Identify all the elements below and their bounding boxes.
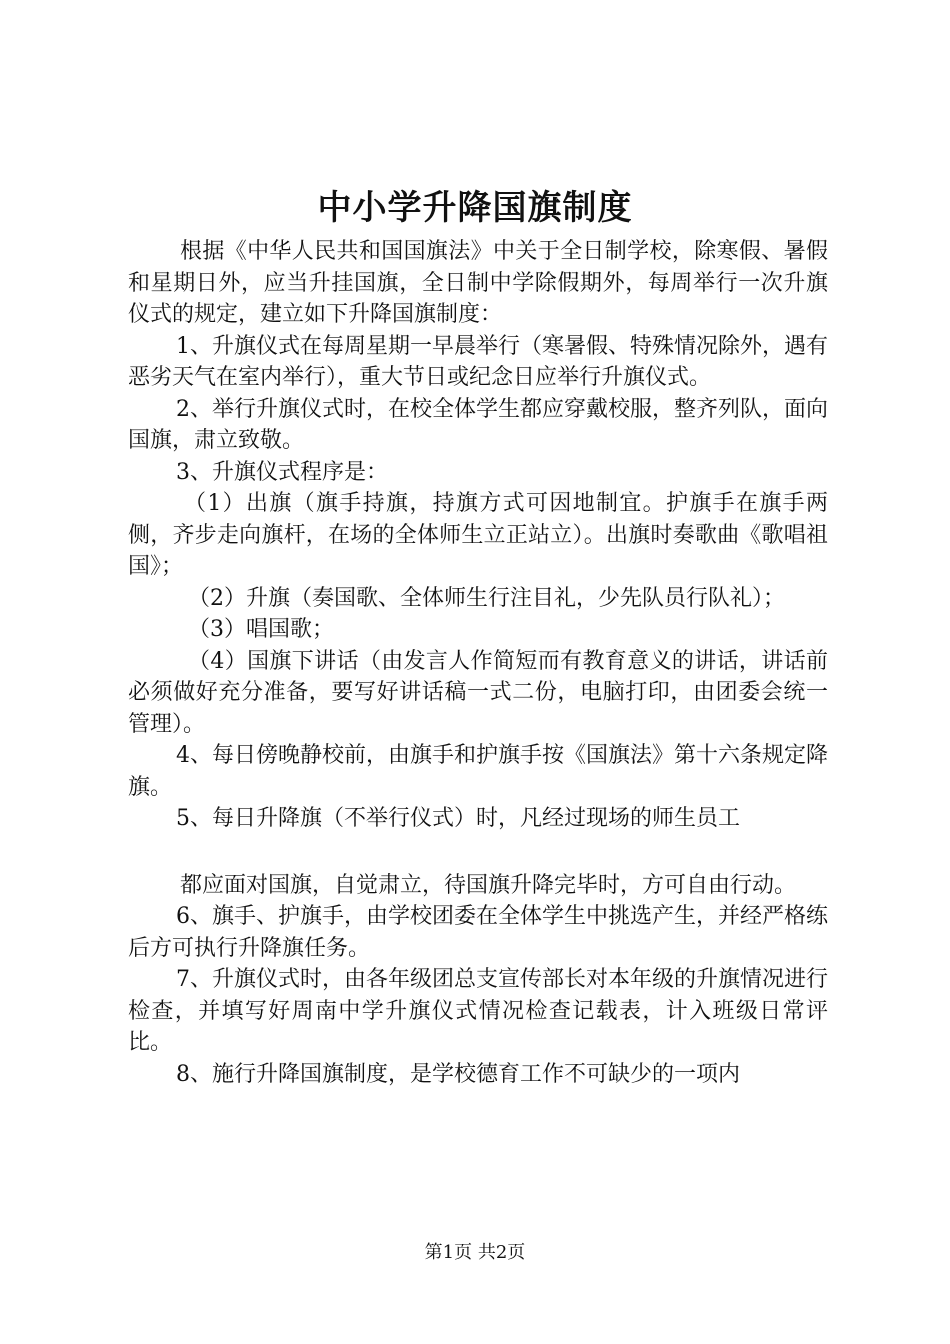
paragraph-item-8: 8、施行升降国旗制度，是学校德育工作不可缺少的一项内 [176,1061,740,1087]
paragraph-item-4: 4、每日傍晚静校前，由旗手和护旗手按《国旗法》第十六条规定降旗。 [128,743,828,800]
paragraph-step-3: （3）唱国歌； [188,617,334,642]
paragraph-step-2: （2）升旗（奏国歌、全体师生行注目礼，少先队员行队礼）； [188,585,785,611]
paragraph-item-7: 7、升旗仪式时，由各年级团总支宣传部长对本年级的升旗情况进行检查，并填写好周南中学升旗仪式情况检查记载表，计入班级日常评比。 [128,967,828,1055]
paragraph-item-1: 1、升旗仪式在每周星期一早晨举行（寒暑假、特殊情况除外，遇有恶劣天气在室内举行），重大节日或纪念日应举行升旗仪式。 [128,333,828,390]
paragraph-intro: 根据《中华人民共和国国旗法》中关于全日制学校，除寒假、暑假和星期日外，应当升挂国旗，全日制中学除假期外，每周举行一次升旗仪式的规定，建立如下升降国旗制度： [128,239,828,327]
paragraph-item-5: 5、每日升降旗（不举行仪式）时，凡经过现场的师生员工 [176,806,740,831]
paragraph-step-4: （4）国旗下讲话（由发言人作简短而有教育意义的讲话，讲话前必须做好充分准备，要写好讲话稿一式二份，电脑打印，由团委会统一管理）。 [128,648,828,737]
paragraph-item-5-continued: 都应面对国旗，自觉肃立，待国旗升降完毕时，方可自由行动。 [180,872,797,898]
document-title: 中小学升降国旗制度 [317,188,633,228]
paragraph-step-1: （1）出旗（旗手持旗，持旗方式可因地制宜。护旗手在旗手两侧，齐步走向旗杆，在场的全体师生立正站立）。出旗时奏歌曲《歌唱祖国》； [128,491,828,579]
paragraph-item-2: 2、举行升旗仪式时，在校全体学生都应穿戴校服，整齐列队，面向国旗，肃立致敬。 [128,396,828,453]
page-footer: 第1页 共2页 [424,1242,526,1263]
paragraph-item-6: 6、旗手、护旗手，由学校团委在全体学生中挑选产生，并经严格练后方可执行升降旗任务。 [128,904,828,961]
document-body [128,236,828,1090]
paragraph-item-3: 3、升旗仪式程序是： [176,459,388,485]
